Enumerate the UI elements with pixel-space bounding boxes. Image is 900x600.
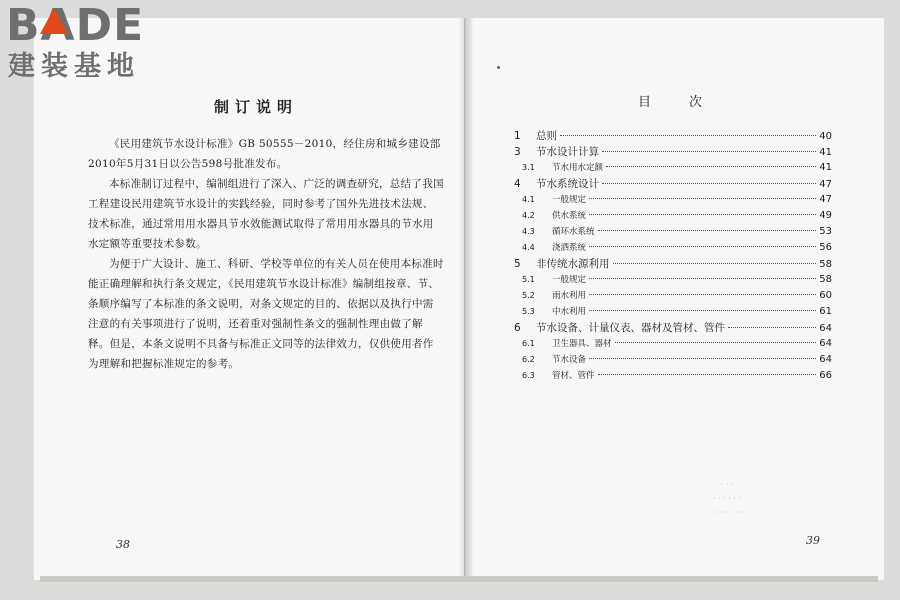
- toc-entry-number: 4: [514, 178, 521, 190]
- toc-entry[interactable]: [510, 272, 832, 288]
- toc-dot-leader: [560, 135, 816, 136]
- toc-entry-number: 1: [514, 130, 521, 142]
- body-paragraph: 本标准制订过程中，编制组进行了深入、广泛的调查研究，总结了我国工程建设民用建筑节水设计的实践经验，同时参考了国外先进技术法规、技术标准，通过常用用水器具节水效能测试取得了常用用水器具的节水用水定额等重要技术参数。: [88, 178, 444, 250]
- toc-dot-leader: [589, 310, 816, 311]
- toc-entry[interactable]: [510, 176, 832, 192]
- toc-entry-label: 循环水系统: [552, 227, 595, 237]
- toc-entry-number: 5: [514, 258, 521, 270]
- toc-entry-number: 3: [514, 146, 521, 158]
- table-of-contents: [510, 128, 832, 384]
- toc-dot-leader: [589, 358, 816, 359]
- toc-entry[interactable]: [510, 160, 832, 176]
- toc-dot-leader: [598, 374, 817, 375]
- toc-entry-page: 64: [819, 323, 832, 334]
- toc-entry-number: 4.3: [522, 227, 535, 236]
- logo-accent-triangle: [40, 8, 68, 34]
- scan-speck: [497, 66, 500, 69]
- logo-subtitle: 建装基地: [8, 51, 140, 82]
- toc-entry-number: 5.3: [522, 307, 535, 316]
- toc-dot-leader: [589, 246, 816, 247]
- toc-dot-leader: [589, 198, 816, 199]
- toc-entry[interactable]: [510, 288, 832, 304]
- toc-entry-label: 浇洒系统: [552, 243, 587, 253]
- toc-entry-label: 管材、管件: [552, 371, 595, 381]
- page-bottom-edge: [40, 576, 878, 582]
- toc-entry-page: 41: [819, 162, 832, 173]
- left-page-number: 38: [116, 538, 130, 551]
- book-gutter: [458, 18, 474, 580]
- toc-entry-page: 58: [819, 259, 832, 270]
- toc-entry-label: 节水设备、计量仪表、器材及管材、管件: [536, 322, 725, 334]
- toc-title: 目次: [638, 95, 741, 110]
- toc-entry-number: 4.1: [522, 195, 535, 204]
- toc-entry-label: 一般规定: [552, 275, 587, 285]
- toc-entry[interactable]: [510, 368, 832, 384]
- toc-entry[interactable]: [510, 320, 832, 336]
- toc-entry-page: 60: [819, 290, 832, 301]
- toc-entry-page: 53: [819, 226, 832, 237]
- toc-entry-number: 5.1: [522, 275, 535, 284]
- toc-entry-number: 6.3: [522, 371, 535, 380]
- toc-entry-number: 6.1: [522, 339, 535, 348]
- body-paragraph: 《民用建筑节水设计标准》GB 50555－2010，经住房和城乡建设部2010年5月31日以公告598号批准发布。: [88, 138, 441, 170]
- left-page-title: 制订说明: [214, 98, 299, 116]
- toc-entry-label: 节水设备: [552, 355, 587, 365]
- toc-entry-page: 66: [819, 370, 832, 381]
- toc-entry[interactable]: [510, 336, 832, 352]
- toc-dot-leader: [602, 183, 816, 184]
- toc-entry-page: 49: [819, 210, 832, 221]
- toc-entry-number: 5.2: [522, 291, 535, 300]
- toc-entry-page: 47: [819, 194, 832, 205]
- toc-dot-leader: [589, 214, 816, 215]
- body-paragraph: 为便于广大设计、施工、科研、学校等单位的有关人员在使用本标准时能正确理解和执行条文规定，《民用建筑节水设计标准》编制组按章、节、条顺序编写了本标准的条文说明，对条文规定的目的、依据以及执行中需注意的有关事项进行了说明，还着重对强制性条文的强制性理由做了解释。但是，本条文说明不具备与标准正文同等的法律效力，仅供使用者作为理解和把握标准规定的参考。: [88, 258, 444, 370]
- toc-dot-leader: [728, 327, 816, 328]
- toc-entry-label: 卫生器具、器材: [552, 339, 612, 349]
- toc-entry[interactable]: [510, 256, 832, 272]
- toc-dot-leader: [589, 294, 816, 295]
- toc-entry-label: 节水系统设计: [536, 178, 599, 190]
- toc-entry[interactable]: [510, 144, 832, 160]
- toc-entry-label: 供水系统: [552, 211, 587, 221]
- toc-dot-leader: [613, 263, 817, 264]
- toc-dot-leader: [606, 166, 816, 167]
- toc-entry[interactable]: [510, 208, 832, 224]
- toc-entry-page: 64: [819, 354, 832, 365]
- toc-entry-label: 节水用水定额: [552, 163, 604, 173]
- toc-entry-label: 雨水利用: [552, 291, 587, 301]
- logo-wordmark: BADE: [6, 0, 145, 51]
- toc-dot-leader: [589, 278, 816, 279]
- toc-entry-label: 总则: [536, 130, 557, 142]
- toc-entry-number: 6: [514, 322, 521, 334]
- toc-entry-page: 47: [819, 179, 832, 190]
- toc-dot-leader: [598, 230, 817, 231]
- toc-entry[interactable]: [510, 304, 832, 320]
- toc-entry[interactable]: [510, 240, 832, 256]
- toc-entry-page: 40: [819, 131, 832, 142]
- toc-entry-page: 58: [819, 274, 832, 285]
- toc-entry-number: 3.1: [522, 163, 535, 172]
- toc-entry[interactable]: [510, 224, 832, 240]
- toc-entry-label: 节水设计计算: [536, 146, 599, 158]
- toc-entry-label: 一般规定: [552, 195, 587, 205]
- toc-entry-page: 56: [819, 242, 832, 253]
- toc-entry[interactable]: [510, 352, 832, 368]
- toc-dot-leader: [602, 151, 816, 152]
- toc-entry-label: 非传统水源利用: [536, 258, 610, 270]
- faded-stamp: · · · · · · · · · · · · · · · ·: [710, 480, 744, 517]
- toc-entry-page: 61: [819, 306, 832, 317]
- toc-entry-page: 64: [819, 338, 832, 349]
- site-logo: [6, 0, 176, 84]
- toc-entry[interactable]: [510, 128, 832, 144]
- toc-entry-label: 中水利用: [552, 307, 587, 317]
- toc-entry-page: 41: [819, 147, 832, 158]
- right-page-number: 39: [806, 534, 820, 547]
- toc-entry-number: 4.4: [522, 243, 535, 252]
- toc-entry[interactable]: [510, 192, 832, 208]
- left-page-body: [88, 134, 444, 374]
- toc-dot-leader: [615, 342, 817, 343]
- toc-entry-number: 6.2: [522, 355, 535, 364]
- toc-entry-number: 4.2: [522, 211, 535, 220]
